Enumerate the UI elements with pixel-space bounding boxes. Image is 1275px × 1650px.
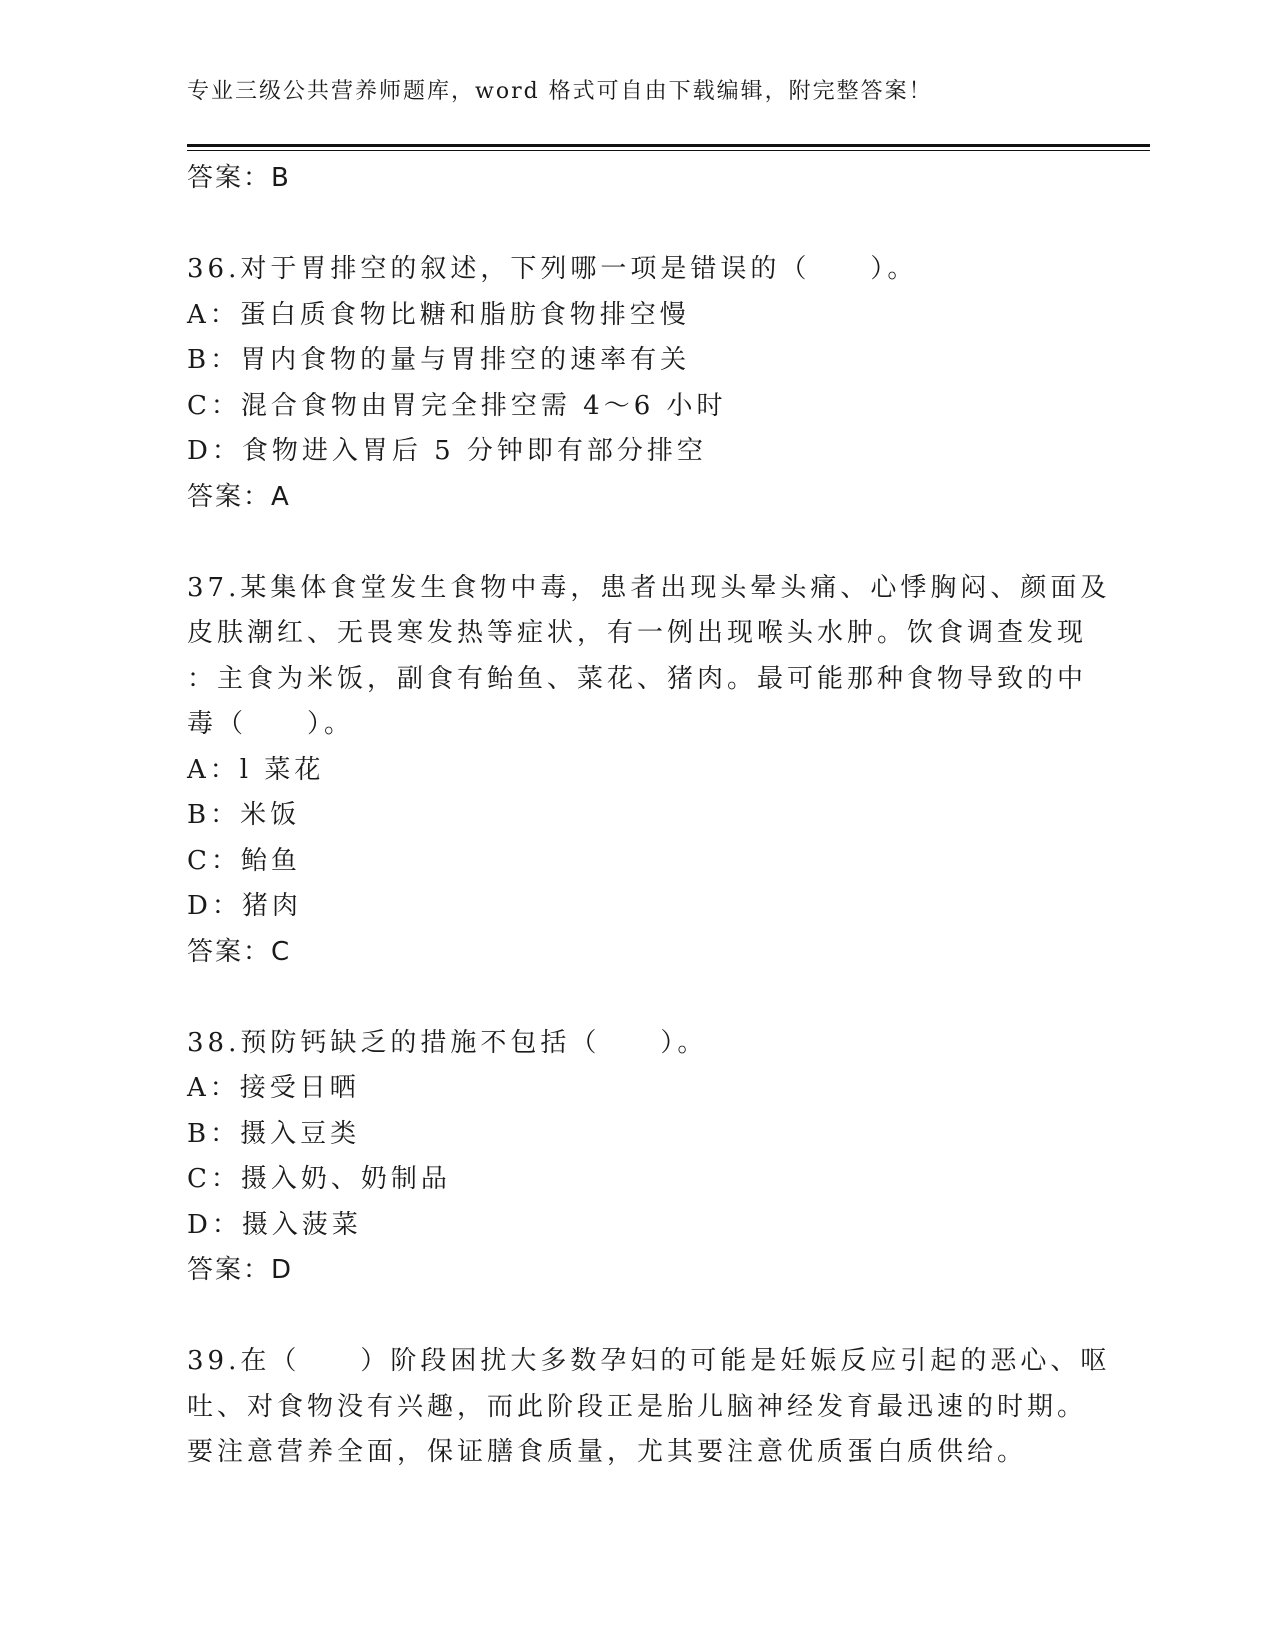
answer-37: 答案：C xyxy=(187,936,292,967)
option-b: B：摄入豆类 xyxy=(187,1118,361,1149)
option-d: D：猪肉 xyxy=(187,891,302,921)
question-38 xyxy=(187,1021,1087,1294)
question-text: ：主食为米饭，副食有鲐鱼、菜花、猪肉。最可能那种食物导致的中 xyxy=(187,663,1088,694)
question-37 xyxy=(187,566,1111,976)
document-body xyxy=(187,156,1111,1476)
question-text: 皮肤潮红、无畏寒发热等症状，有一例出现喉头水肿。饮食调查发现 xyxy=(187,618,1088,648)
question-text: 39.在（ ）阶段困扰大多数孕妇的可能是妊娠反应引起的恶心、呕 xyxy=(187,1346,1111,1376)
question-text: 36.对于胃排空的叙述，下列哪一项是错误的（ ）。 xyxy=(187,254,918,284)
header-rule-thin xyxy=(187,150,1150,151)
header-rule-thick xyxy=(187,144,1150,147)
option-c: C：摄入奶、奶制品 xyxy=(187,1164,451,1194)
question-text: 38.预防钙缺乏的措施不包括（ ）。 xyxy=(187,1027,708,1058)
option-a: A：l 菜花 xyxy=(187,754,325,785)
question-text: 吐、对食物没有兴趣，而此阶段正是胎儿脑神经发育最迅速的时期。 xyxy=(187,1391,1088,1422)
answer-35: 答案：B xyxy=(187,163,291,193)
question-text: 37.某集体食堂发生食物中毒，患者出现头晕头痛、心悸胸闷、颜面及 xyxy=(187,572,1111,603)
answer-38: 答案：D xyxy=(187,1255,294,1285)
option-c: C：混合食物由胃完全排空需 4～6 小时 xyxy=(187,390,727,421)
answer-36: 答案：A xyxy=(187,481,291,512)
question-text: 毒（ ）。 xyxy=(187,709,355,739)
option-b: B：米饭 xyxy=(187,800,301,830)
question-39 xyxy=(187,1339,1111,1476)
question-text: 要注意营养全面，保证膳食质量，尤其要注意优质蛋白质供给。 xyxy=(187,1437,1028,1467)
option-d: D：摄入菠菜 xyxy=(187,1209,362,1240)
page-header: 专业三级公共营养师题库，word 格式可自由下载编辑，附完整答案！ xyxy=(187,79,933,104)
question-36 xyxy=(187,247,1087,520)
option-d: D：食物进入胃后 5 分钟即有部分排空 xyxy=(187,436,707,466)
option-a: A：接受日晒 xyxy=(187,1073,360,1103)
option-a: A：蛋白质食物比糖和脂肪食物排空慢 xyxy=(187,299,690,330)
option-c: C：鲐鱼 xyxy=(187,845,301,876)
option-b: B：胃内食物的量与胃排空的速率有关 xyxy=(187,345,691,375)
